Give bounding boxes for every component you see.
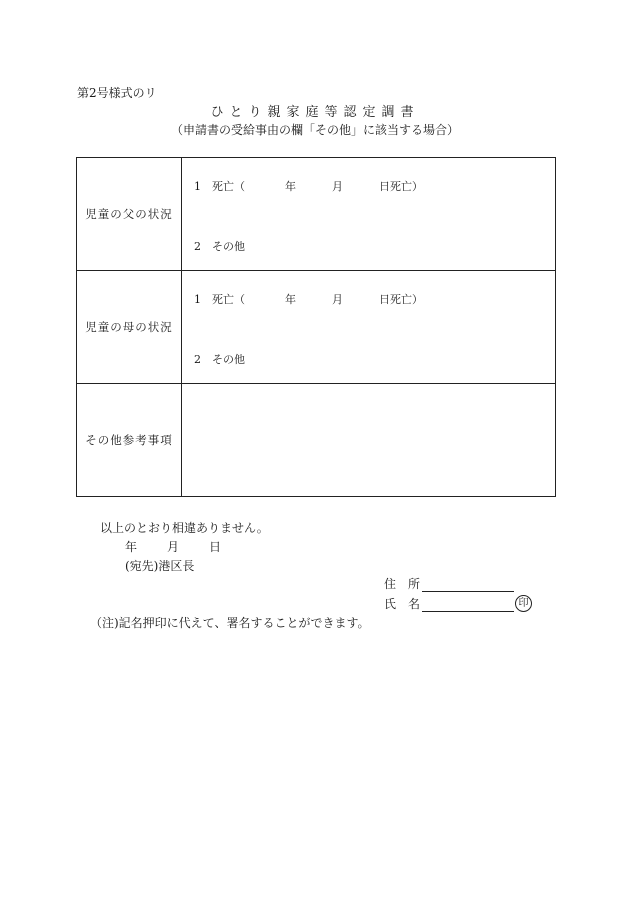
certification-table [76,157,556,497]
signature-note: （注)記名押印に代えて、署名することができます。 [90,616,370,630]
document-title: ひとり親家庭等認定調書 [210,105,420,120]
mother-death-day: 日死亡） [379,293,423,306]
mother-death-year: 年 [285,293,296,306]
form-number: 第2号様式のリ [77,86,157,100]
mother-death-month: 月 [332,293,343,306]
addressee: (宛先)港区長 [125,559,195,573]
father-other-option[interactable]: 2 その他 [194,240,245,253]
mother-status-field[interactable] [182,271,556,384]
name-field[interactable] [422,598,514,612]
other-notes-row [77,384,556,497]
document-subtitle: （申請書の受給事由の欄「その他」に該当する場合） [170,123,459,137]
mother-death-prefix: 1 死亡（ [194,293,245,306]
father-status-label: 児童の父の状況 [77,158,182,271]
date-year: 年 [125,540,138,554]
father-death-option[interactable] [194,178,423,194]
mother-death-option[interactable] [194,291,423,307]
address-field[interactable] [422,578,514,592]
confirmation-statement: 以上のとおり相違ありません。 [100,521,269,535]
father-death-year: 年 [285,180,296,193]
father-status-row [77,158,556,271]
mother-status-row [77,271,556,384]
other-notes-field[interactable] [182,384,556,497]
mother-status-label: 児童の母の状況 [77,271,182,384]
other-notes-label: その他参考事項 [77,384,182,497]
father-death-month: 月 [332,180,343,193]
name-label: 氏 名 [384,597,421,611]
date-month: 月 [167,540,180,554]
father-death-prefix: 1 死亡（ [194,180,245,193]
date-day: 日 [209,540,222,554]
address-row [384,575,514,592]
father-status-field[interactable] [182,158,556,271]
name-row [384,595,532,612]
address-label: 住 所 [384,577,421,591]
date-line[interactable] [125,538,251,555]
mother-other-option[interactable]: 2 その他 [194,353,245,366]
seal-mark: 印 [515,595,532,612]
father-death-day: 日死亡） [379,180,423,193]
